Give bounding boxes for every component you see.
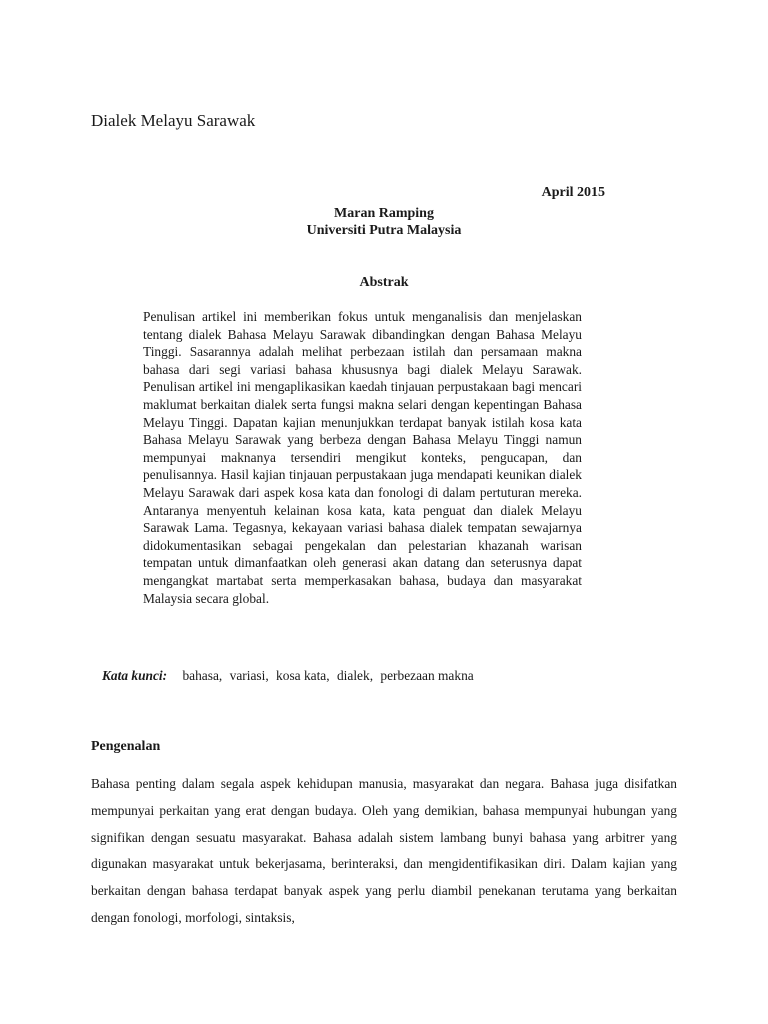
document-title: Dialek Melayu Sarawak [91, 111, 256, 130]
keyword-item: kosa kata [276, 668, 327, 683]
introduction-heading: Pengenalan [91, 739, 161, 754]
keyword-item: dialek [336, 668, 370, 683]
keyword-separator: , [326, 668, 330, 683]
abstract-heading: Abstrak [359, 275, 409, 290]
keyword-item: bahasa [182, 668, 219, 683]
author-block [0, 205, 768, 239]
keyword-separator: , [218, 668, 223, 683]
author-affiliation: Universiti Putra Malaysia [306, 223, 462, 238]
introduction-body: Bahasa penting dalam segala aspek kehidupan manusia, masyarakat dan negara. Bahasa juga disifatkan mempunyai perkaitan yang erat dengan budaya. Oleh yang demikian, bahasa mempunyai hubungan yang signifikan dengan sesuatu masyarakat. Bahasa adalah sistem lambang bunyi bahasa yang arbitrer yang digunakan masyarakat untuk bekerjasama, berinteraksi, dan mengidentifikasikan diri. Dalam kajian yang berkaitan dengan bahasa terdapat banyak aspek yang perlu diambil penekanan terutama yang berkaitan dengan fonologi, morfologi, sintaksis, [91, 776, 677, 925]
keywords-line [102, 668, 474, 684]
keyword-item: perbezaan makna [380, 668, 474, 683]
keyword-separator: , [369, 668, 374, 683]
publication-date: April 2015 [541, 185, 605, 200]
abstract-body: Penulisan artikel ini memberikan fokus untuk menganalisis dan menjelaskan tentang dialek Bahasa Melayu Sarawak dibandingkan dengan Bahasa Melayu Tinggi. Sasarannya adalah melihat perbezaan istilah dan persamaan makna bahasa dari segi variasi bahasa khususnya bagi dialek Melayu Sarawak. Penulisan artikel ini mengaplikasikan kaedah tinjauan perpustakaan bagi mencari maklumat berkaitan dialek serta fungsi makna selari dengan kepentingan Bahasa Melayu Tinggi. Dapatan kajian menunjukkan terdapat banyak istilah kosa kata Bahasa Melayu Sarawak yang berbeza dengan Bahasa Melayu Tinggi namun mempunyai maknanya tersendiri mengikut konteks, pengucapan, dan penulisannya. Hasil kajian tinjauan perpustakaan juga mendapati keunikan dialek Melayu Sarawak dari aspek kosa kata dan fonologi di dalam pertuturan mereka. Antaranya menyentuh kelainan kosa kata, kata penguat dan dialek Melayu Sarawak Lama. Tegasnya, kekayaan variasi bahasa dialek tempatan sewajarnya didokumentasikan sebagai pengekalan dan pelestarian khazanah warisan tempatan untuk dimanfaatkan oleh generasi akan datang dan seterusnya dapat mengangkat martabat serta memperkasakan bahasa, budaya dan masyarakat Malaysia secara global. [143, 309, 582, 606]
keyword-separator: , [265, 668, 269, 683]
keywords-label: Kata kunci: [102, 668, 168, 683]
keyword-item: variasi [229, 668, 266, 683]
author-name: Maran Ramping [334, 206, 434, 221]
